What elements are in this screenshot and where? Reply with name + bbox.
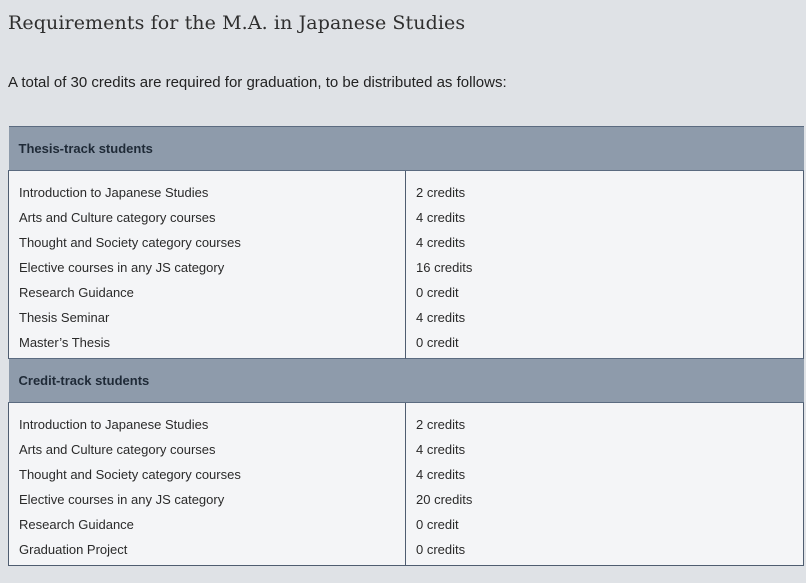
course-credits: 2 credits [406,403,804,438]
table-row [9,230,804,255]
section-heading: Credit-track students [9,359,804,403]
course-name: Thought and Society category courses [9,230,406,255]
page-title: Requirements for the M.A. in Japanese Studies [8,12,466,34]
course-credits: 4 credits [406,462,804,487]
course-credits: 4 credits [406,305,804,330]
table-row [9,305,804,330]
table-row [9,437,804,462]
table-row [9,512,804,537]
course-credits: 0 credit [406,330,804,359]
table-row [9,255,804,280]
course-name: Thesis Seminar [9,305,406,330]
section-header-thesis [9,127,804,171]
course-name: Arts and Culture category courses [9,205,406,230]
table-row [9,403,804,438]
table-row [9,487,804,512]
course-name: Introduction to Japanese Studies [9,403,406,438]
course-name: Master’s Thesis [9,330,406,359]
course-name: Research Guidance [9,280,406,305]
course-name: Arts and Culture category courses [9,437,406,462]
course-credits: 16 credits [406,255,804,280]
intro-text: A total of 30 credits are required for graduation, to be distributed as follows: [8,74,507,91]
course-credits: 20 credits [406,487,804,512]
course-credits: 4 credits [406,437,804,462]
course-credits: 2 credits [406,171,804,206]
course-name: Elective courses in any JS category [9,487,406,512]
course-credits: 0 credits [406,537,804,566]
course-credits: 4 credits [406,230,804,255]
table-row [9,330,804,359]
requirements-table [8,126,804,566]
course-credits: 0 credit [406,512,804,537]
course-credits: 4 credits [406,205,804,230]
course-name: Elective courses in any JS category [9,255,406,280]
table-row [9,171,804,206]
table-row [9,462,804,487]
table-row [9,280,804,305]
table-row [9,537,804,566]
course-name: Research Guidance [9,512,406,537]
course-credits: 0 credit [406,280,804,305]
course-name: Thought and Society category courses [9,462,406,487]
table-row [9,205,804,230]
course-name: Graduation Project [9,537,406,566]
section-header-credit [9,359,804,403]
course-name: Introduction to Japanese Studies [9,171,406,206]
section-heading: Thesis-track students [9,127,804,171]
